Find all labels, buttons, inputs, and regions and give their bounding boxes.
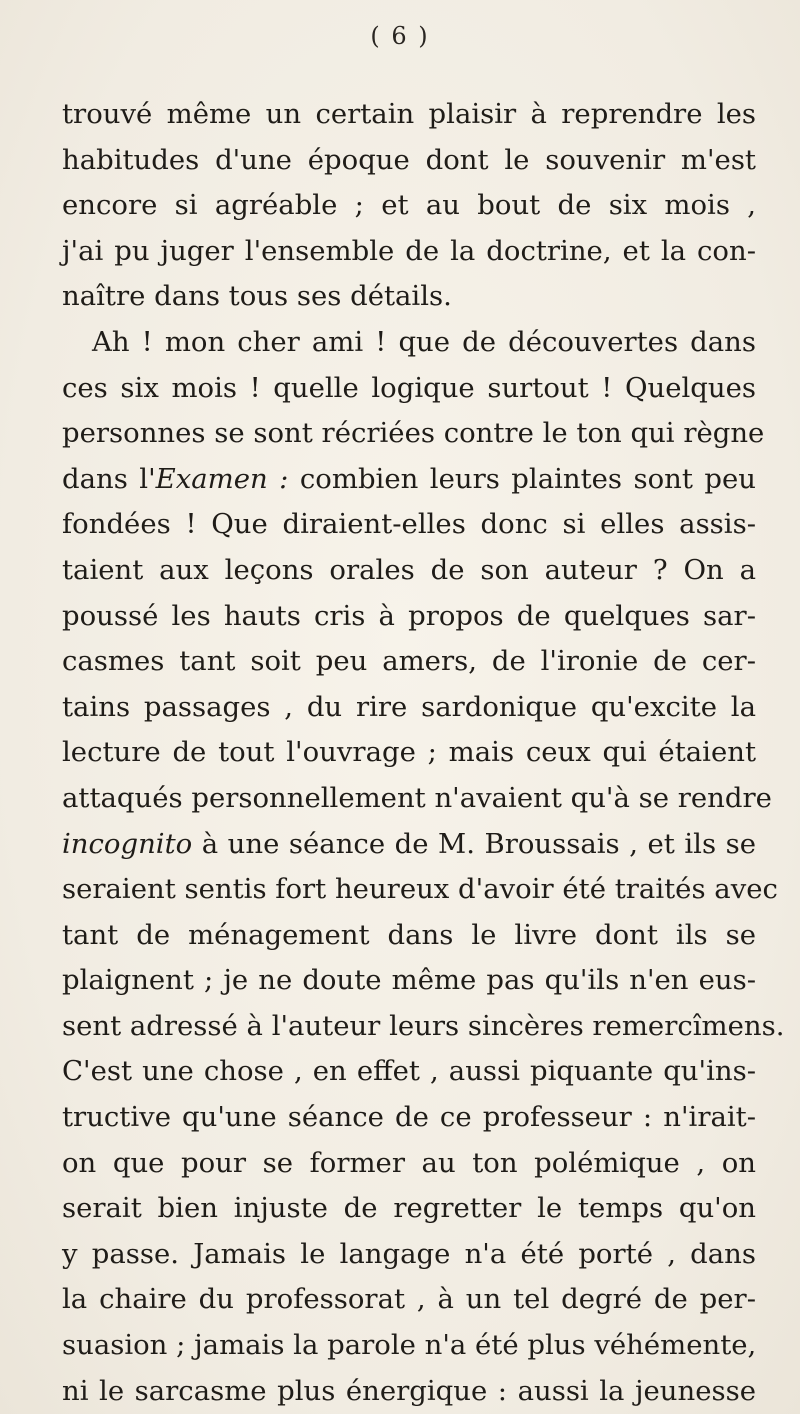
text-line: tains passages , du rire sardonique qu'excite la [62,690,756,723]
italic-title-examen: Examen : [155,462,289,495]
text-line: naître dans tous ses détails. [62,280,452,313]
italic-word-incognito: incognito [62,827,193,860]
text-line: suasion ; jamais la parole n'a été plus véhémente, [62,1329,757,1362]
text-line-with-italic [62,457,756,503]
page-number: ( 6 ) [370,22,430,50]
text-line: ces six mois ! quelle logique surtout ! Quelques [62,371,756,404]
text-line: attaqués personnellement n'avaient qu'à se rendre [62,781,772,814]
text-line: lecture de tout l'ouvrage ; mais ceux qui étaient [62,736,756,769]
text-line: taient aux leçons orales de son auteur ? On a [62,553,756,586]
text-line: serait bien injuste de regretter le temps qu'on [62,1192,756,1225]
text-line: habitudes d'une époque dont le souvenir m'est [62,143,756,176]
text-line: trouvé même un certain plaisir à reprendre les [62,98,756,130]
text-line: y passe. Jamais le langage n'a été porté , dans [62,1237,756,1270]
text-line: ni le sarcasme plus énergique : aussi la jeunesse [62,1374,756,1407]
paragraph-start-line: Ah ! mon cher ami ! que de découvertes dans [92,325,756,358]
text-line: fondées ! Que diraient-elles donc si elles assis- [62,508,756,541]
text-line: poussé les hauts cris à propos de quelques sar- [62,599,756,632]
text-segment: combien leurs plaintes sont peu [288,462,756,495]
text-line: la chaire du professorat , à un tel degré de per- [62,1283,756,1316]
text-line: tructive qu'une séance de ce professeur : n'irait- [62,1101,756,1134]
text-line: C'est une chose , en effet , aussi piquante qu'ins- [62,1055,756,1088]
text-line: on que pour se former au ton polémique , on [62,1146,756,1179]
text-line: encore si agréable ; et au bout de six mois , [62,189,756,222]
text-line: sent adressé à l'auteur leurs sincères remercîmens. [62,1009,785,1042]
text-line: seraient sentis fort heureux d'avoir été traités avec [62,873,778,906]
text-segment: dans l' [62,462,156,495]
text-line: j'ai pu juger l'ensemble de la doctrine, et la con- [62,234,756,267]
text-line: tant de ménagement dans le livre dont ils se [62,918,756,951]
text-segment: à une séance de M. Broussais , et ils se [192,827,756,860]
text-line: casmes tant soit peu amers, de l'ironie de cer- [62,645,756,678]
body-text [62,92,785,1414]
text-line-with-italic [62,822,756,868]
text-line: personnes se sont récriées contre le ton qui règne [62,417,765,450]
text-line: plaignent ; je ne doute même pas qu'ils n'en eus- [62,964,756,997]
